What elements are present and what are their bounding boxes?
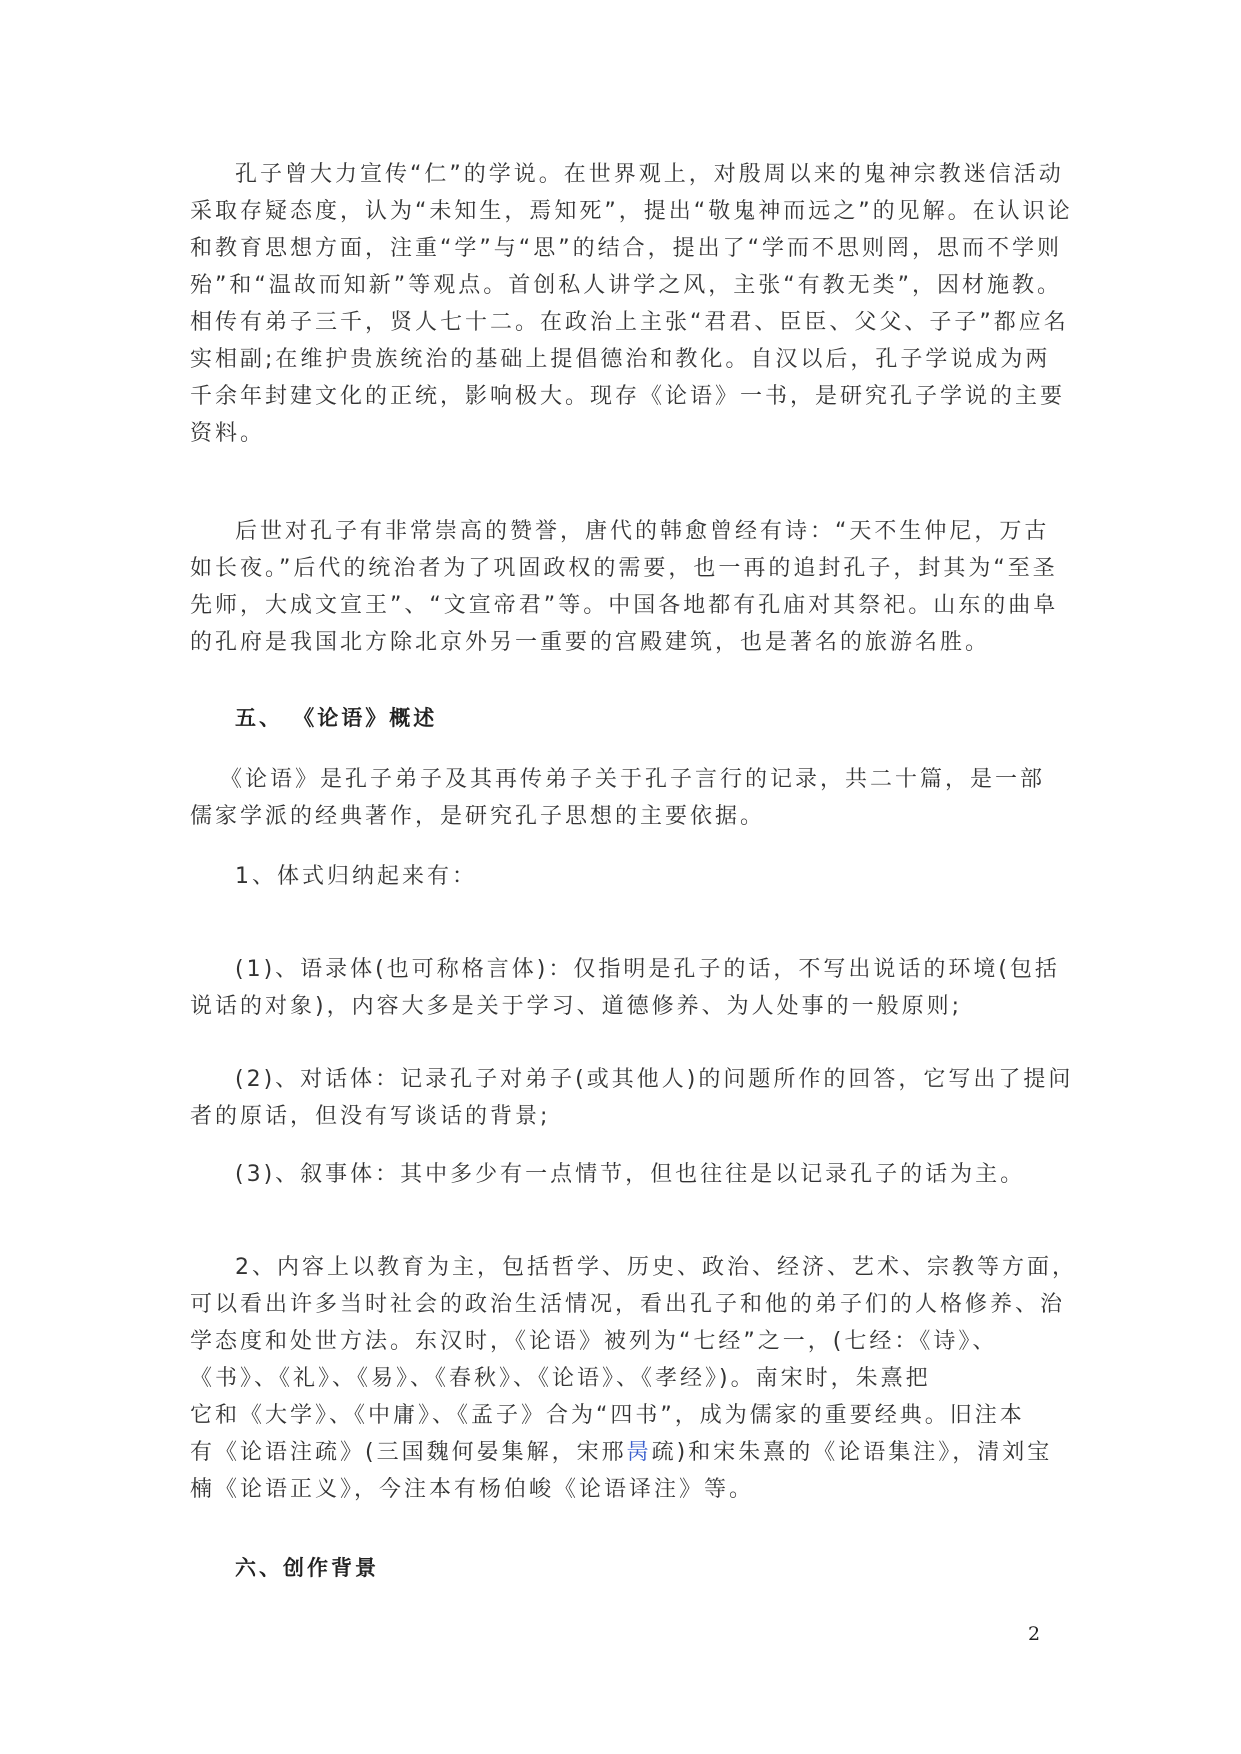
paragraph-line: 如长夜。”后代的统治者为了巩固政权的需要，也一再的追封孔子，封其为“至圣 <box>190 556 1058 581</box>
paragraph-line: (2)、对话体：记录孔子对弟子(或其他人)的问题所作的回答，它写出了提问 <box>235 1067 1074 1092</box>
paragraph-line: 先师，大成文宣王”、“文宣帝君”等。中国各地都有孔庙对其祭祀。山东的曲阜 <box>190 593 1059 618</box>
paragraph-line: 《书》、《礼》、《易》、《春秋》、《论语》、《孝经》)。南宋时，朱熹把 <box>190 1366 931 1391</box>
paragraph-line: 《论语》是孔子弟子及其再传弟子关于孔子言行的记录，共二十篇，是一部 <box>220 767 1046 792</box>
paragraph-line: 资料。 <box>190 421 266 446</box>
paragraph-line: 殆”和“温故而知新”等观点。首创私人讲学之风，主张“有教无类”，因材施教。 <box>190 273 1062 298</box>
paragraph-line: 实相副;在维护贵族统治的基础上提倡德治和教化。自汉以后，孔子学说成为两 <box>190 347 1051 372</box>
paragraph-line: 儒家学派的经典著作，是研究孔子思想的主要依据。 <box>190 804 766 829</box>
paragraph-line: 学态度和处世方法。东汉时，《论语》被列为“七经”之一，(七经：《诗》、 <box>190 1329 998 1354</box>
paragraph-line: 者的原话，但没有写谈话的背景; <box>190 1104 551 1129</box>
heading-text: 六、创作背景 <box>235 1556 379 1580</box>
page-number: 2 <box>1028 1623 1041 1645</box>
paragraph-line: 1、体式归纳起来有： <box>235 864 477 889</box>
paragraph-line: 楠《论语正义》，今注本有杨伯峻《论语译注》等。 <box>190 1477 755 1502</box>
paragraph-line: 相传有弟子三千，贤人七十二。在政治上主张“君君、臣臣、父父、子子”都应名 <box>190 310 1069 335</box>
paragraph-line: 有《论语注疏》(三国魏何晏集解，宋邢昺疏)和宋朱熹的《论语集注》，清刘宝 <box>190 1440 1053 1465</box>
paragraph-line: 后世对孔子有非常崇高的赞誉，唐代的韩愈曾经有诗：“天不生仲尼，万古 <box>235 519 1050 544</box>
paragraph-line: 它和《大学》、《中庸》、《孟子》合为“四书”，成为儒家的重要经典。旧注本 <box>190 1403 1025 1428</box>
paragraph-line: 说话的对象)，内容大多是关于学习、道德修养、为人处事的一般原则; <box>190 994 962 1019</box>
highlighted-char: 昺 <box>626 1440 652 1465</box>
paragraph-line: 的孔府是我国北方除北京外另一重要的宫殿建筑，也是著名的旅游名胜。 <box>190 630 991 655</box>
paragraph-line: (3)、叙事体：其中多少有一点情节，但也往往是以记录孔子的话为主。 <box>235 1162 1026 1187</box>
paragraph-line: 千余年封建文化的正统，影响极大。现存《论语》一书，是研究孔子学说的主要 <box>190 384 1066 409</box>
paragraph-line: 采取存疑态度，认为“未知生，焉知死”，提出“敬鬼神而远之”的见解。在认识论 <box>190 199 1073 224</box>
paragraph-line: 2、内容上以教育为主，包括哲学、历史、政治、经济、艺术、宗教等方面， <box>235 1255 1077 1280</box>
paragraph-line: (1)、语录体(也可称格言体)：仅指明是孔子的话，不写出说话的环境(包括 <box>235 957 1060 982</box>
heading-text: 五、 《论语》概述 <box>235 706 438 730</box>
paragraph-line: 和教育思想方面，注重“学”与“思”的结合，提出了“学而不思则罔，思而不学则 <box>190 236 1062 261</box>
paragraph-line: 孔子曾大力宣传“仁”的学说。在世界观上，对殷周以来的鬼神宗教迷信活动 <box>235 162 1064 187</box>
paragraph-line: 可以看出许多当时社会的政治生活情况，看出孔子和他的弟子们的人格修养、治 <box>190 1292 1066 1317</box>
